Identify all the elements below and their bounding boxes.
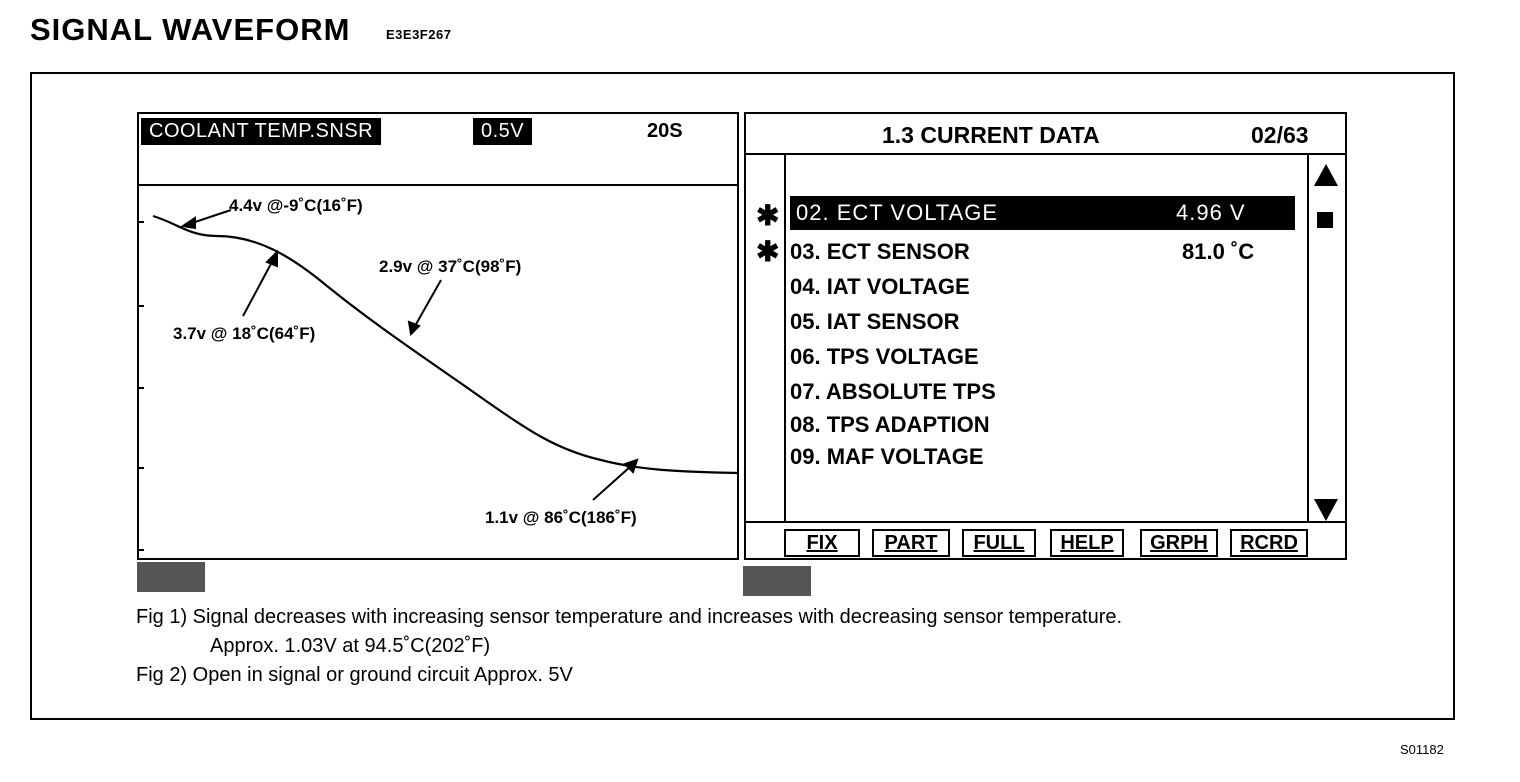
list-item-absolute-tps[interactable] [790, 379, 996, 405]
record-button[interactable]: RCRD [1230, 529, 1308, 557]
annotation-64f: 3.7v @ 18˚C(64˚F) [173, 324, 316, 343]
figure-2-tab [743, 566, 811, 596]
figure-2-caption: Fig 2) Open in signal or ground circuit Approx. 5V [136, 664, 573, 686]
part-button[interactable]: PART [872, 529, 950, 557]
current-data-title: 1.3 CURRENT DATA [882, 122, 1100, 148]
page-title: SIGNAL WAVEFORM [30, 12, 351, 47]
current-data-panel [744, 112, 1347, 560]
data-list [784, 155, 1309, 521]
list-item-label: 09. MAF VOLTAGE [790, 444, 984, 469]
current-data-header [746, 114, 1345, 155]
scroll-thumb[interactable] [1317, 212, 1333, 228]
list-item-label: 07. ABSOLUTE TPS [790, 379, 996, 404]
list-item-label: 02. ECT VOLTAGE [796, 200, 999, 225]
figure-code: S01182 [1400, 742, 1444, 757]
figure-1-caption-detail: Approx. 1.03V at 94.5˚C(202˚F) [210, 635, 491, 657]
fix-button[interactable]: FIX [784, 529, 860, 557]
annotation-98f: 2.9v @ 37˚C(98˚F) [379, 257, 522, 276]
list-item-value: 81.0 ˚C [1182, 239, 1255, 264]
figure-1-caption: Fig 1) Signal decreases with increasing sensor temperature and increases with decreasing sensor temperature. [136, 606, 1123, 628]
list-item-iat-sensor[interactable] [790, 309, 960, 335]
list-item-ect-voltage[interactable] [790, 196, 1295, 230]
voltage-scale-label: 0.5V [473, 118, 532, 145]
list-item-maf-voltage[interactable] [790, 444, 984, 470]
triangle-down-icon[interactable] [1312, 497, 1340, 523]
list-item-iat-voltage[interactable] [790, 274, 970, 300]
list-item-ect-sensor[interactable] [790, 239, 1255, 265]
star-icon: ✱ [756, 200, 780, 231]
time-scale-label: 20S [647, 120, 683, 142]
star-icon: ✱ [756, 236, 780, 267]
list-item-label: 05. IAT SENSOR [790, 309, 960, 334]
graph-button[interactable]: GRPH [1140, 529, 1218, 557]
function-button-bar [746, 521, 1345, 558]
axis-ticks [139, 222, 144, 550]
list-item-label: 04. IAT VOLTAGE [790, 274, 970, 299]
figure-1-tab [137, 562, 205, 592]
list-item-tps-voltage[interactable] [790, 344, 979, 370]
document-code: E3E3F267 [386, 27, 452, 42]
page-counter: 02/63 [1251, 122, 1309, 148]
annotation-186f: 1.1v @ 86˚C(186˚F) [485, 508, 637, 527]
list-item-label: 08. TPS ADAPTION [790, 412, 990, 437]
help-button[interactable]: HELP [1050, 529, 1124, 557]
list-item-tps-adaption[interactable] [790, 412, 990, 438]
annotation-16f: 4.4v @-9˚C(16˚F) [229, 196, 363, 215]
full-button[interactable]: FULL [962, 529, 1036, 557]
list-item-label: 06. TPS VOLTAGE [790, 344, 979, 369]
waveform-line [153, 216, 739, 473]
list-item-value: 4.96 V [1176, 200, 1246, 225]
waveform-panel [137, 112, 739, 560]
callout-arrows [183, 210, 637, 500]
triangle-up-icon[interactable] [1312, 162, 1340, 188]
sensor-name-label: COOLANT TEMP.SNSR [141, 118, 381, 145]
list-item-label: 03. ECT SENSOR [790, 239, 970, 264]
